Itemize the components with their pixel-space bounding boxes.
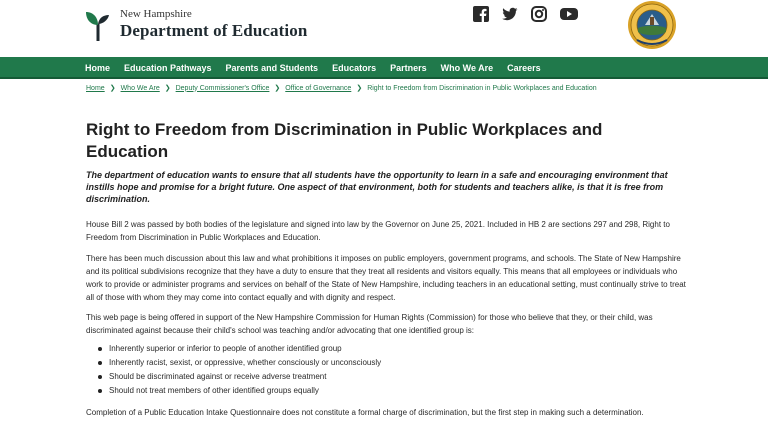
twitter-icon[interactable] [502,6,518,22]
list-item: Should not treat members of other identified groups equally [98,384,381,398]
breadcrumb-deputy-commissioners-office[interactable]: Deputy Commissioner's Office [175,84,270,92]
paragraph-commission-support: This web page is being offered in support of the New Hampshire Commission for Human Rights (Commission) for those who believe that they, or their child, was discriminated against because their child's school was teaching and/or advocating that one identified group is: [86,313,653,335]
chevron-right-icon: ❯ [164,85,171,92]
chevron-right-icon: ❯ [274,85,281,92]
youtube-icon[interactable] [560,6,576,22]
paragraph-discussion: There has been much discussion about this law and what prohibitions it imposes on public employers, government programs, and schools. The State of New Hampshire and its political subdivisions recognize that they have a duty to ensure that they treat all residents and visitors equally. This means that all employees or individuals who work to provide or administer programs and services on behalf of the State of New Hampshire, including teachers in an educational setting, must continually strive to treat all of those with whom they may come into contact equally and with dignity and respect. [86,254,686,302]
nav-item-home[interactable]: Home [85,63,111,73]
chevron-right-icon: ❯ [109,85,116,92]
site-header [0,0,768,57]
identified-group-list [98,342,381,398]
nav-item-educators[interactable]: Educators [332,63,377,73]
chevron-right-icon: ❯ [356,85,363,92]
paragraph-intake-questionnaire: Completion of a Public Education Intake Questionnaire does not constitute a formal charge of discrimination, but the first step in making such a determination. [86,408,644,417]
breadcrumb-who-we-are[interactable]: Who We Are [120,84,160,92]
nav-item-partners[interactable]: Partners [390,63,427,73]
state-seal-icon [627,0,677,50]
lead-paragraph: The department of education wants to ensure that all students have the opportunity to learn in a safe and encouraging environment that instills hope and promise for a bright future. One aspect of that environment, both for students and teachers alike, is that it is free from discrimination. [86,170,668,204]
logo-state-name: New Hampshire [120,8,192,20]
list-item: Inherently superior or inferior to people of another identified group [98,342,381,356]
site-logo[interactable] [85,8,307,42]
sprout-logo-icon [85,10,111,42]
nav-item-careers[interactable]: Careers [507,63,541,73]
breadcrumb-office-of-governance[interactable]: Office of Governance [285,84,352,92]
nav-item-parents-and-students[interactable]: Parents and Students [225,63,319,73]
breadcrumb [86,84,597,92]
breadcrumb-home[interactable]: Home [86,84,105,92]
nav-item-education-pathways[interactable]: Education Pathways [124,63,212,73]
list-item: Inherently racist, sexist, or oppressive, whether consciously or unconsciously [98,356,381,370]
logo-department-name: Department of Education [120,21,308,40]
facebook-icon[interactable] [473,6,489,22]
main-nav [0,57,768,79]
nav-item-who-we-are[interactable]: Who We Are [440,63,494,73]
page-title: Right to Freedom from Discrimination in Public Workplaces and Education [86,120,603,161]
paragraph-hb2: House Bill 2 was passed by both bodies of the legislature and signed into law by the Governor on June 25, 2021. Included in HB 2 are sections 297 and 298, Right to Freedom from Discrimination in Public Workplaces and Education. [86,220,670,242]
list-item: Should be discriminated against or receive adverse treatment [98,370,381,384]
breadcrumb-current: Right to Freedom from Discrimination in Public Workplaces and Education [367,84,597,92]
social-links [473,6,576,22]
instagram-icon[interactable] [531,6,547,22]
